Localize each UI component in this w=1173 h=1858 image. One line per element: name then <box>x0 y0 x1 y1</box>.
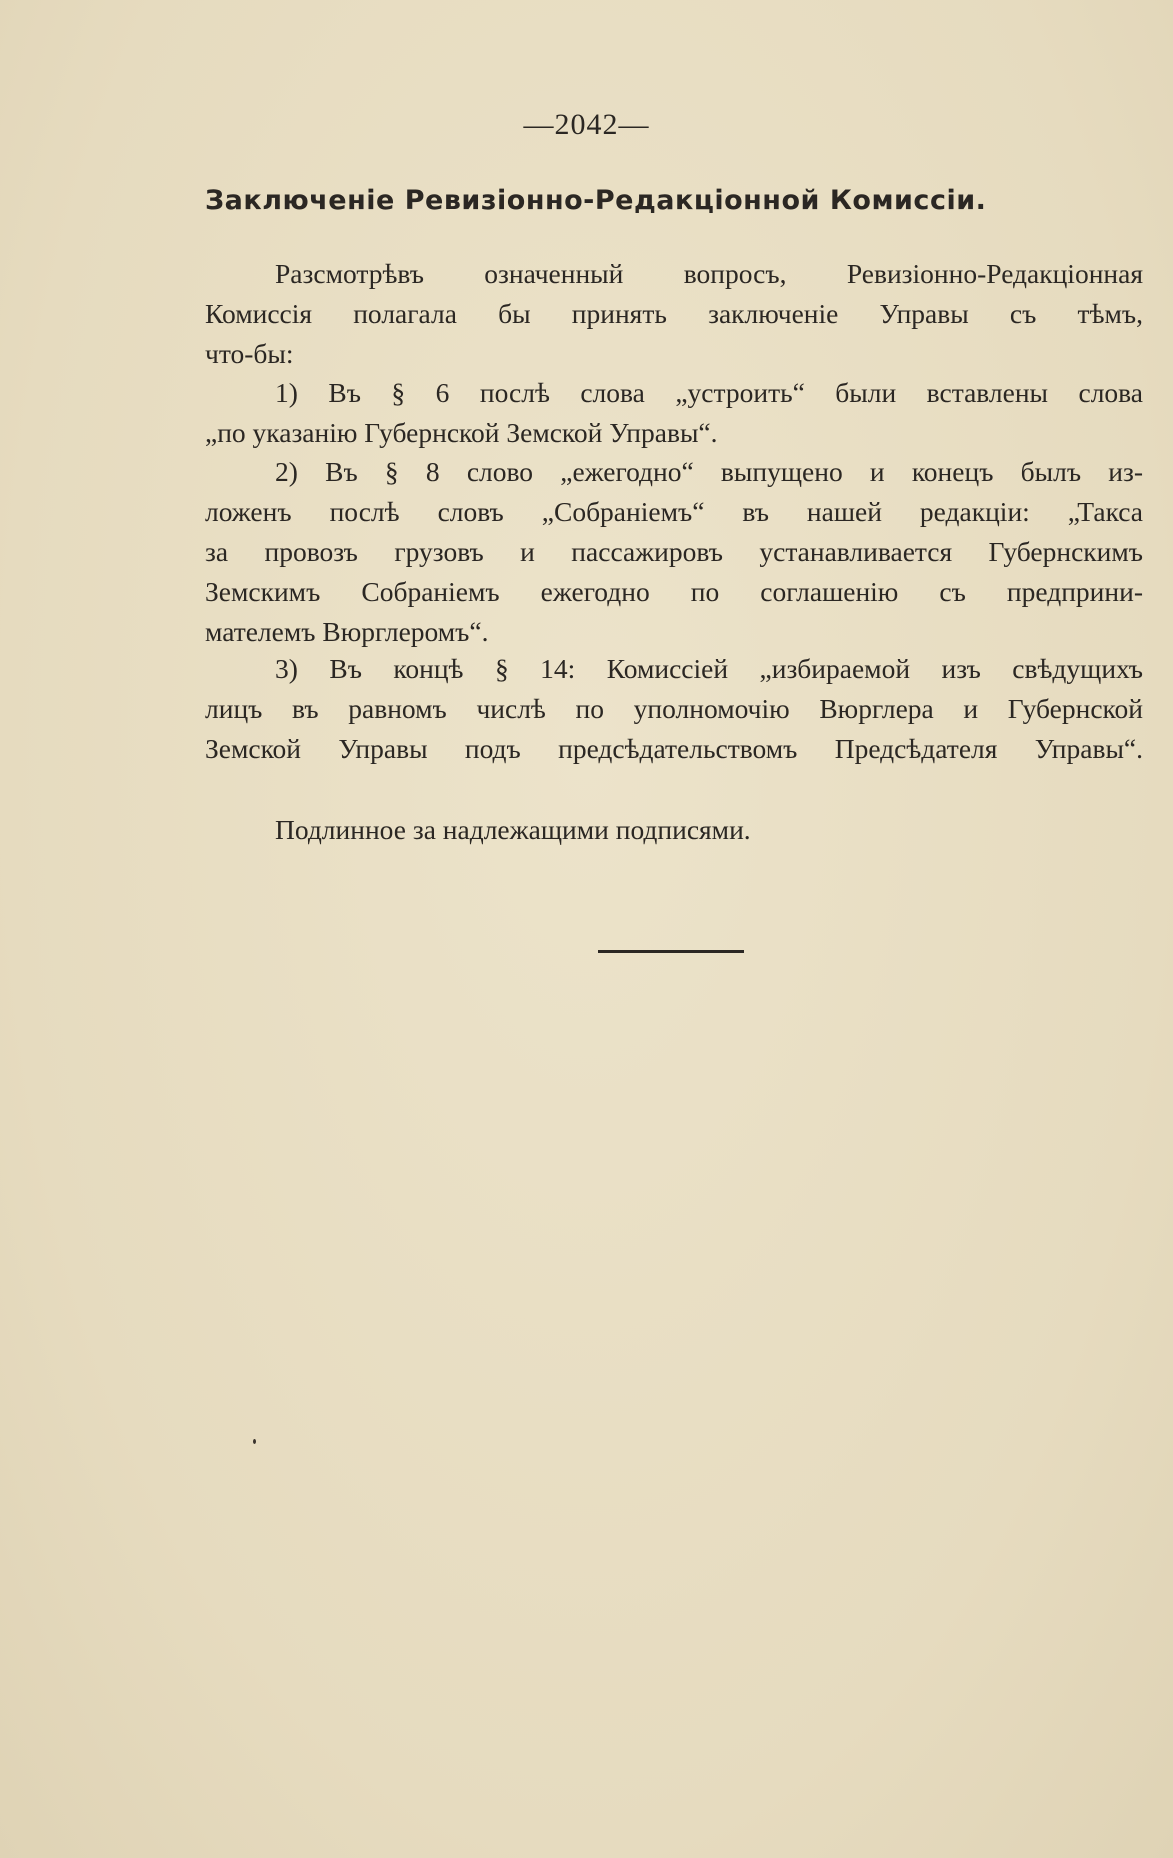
text-line: Комиссія полагала бы принять заключеніе Управы съ тѣмъ, <box>205 298 1143 329</box>
text-line: Разсмотрѣвъ означенный вопросъ, Ревизіонно-Редакціонная <box>275 258 1143 289</box>
page-number: —2042— <box>523 108 650 141</box>
text-line: Земскимъ Собраніемъ ежегодно по соглашенію съ предприни- <box>205 576 1143 607</box>
paragraph-item-3 <box>205 649 1143 769</box>
text-line: Земской Управы подъ предсѣдательствомъ Предсѣдателя Управы“. <box>205 733 1143 764</box>
text-line: 3) Въ концѣ § 14: Комиссіей „избираемой изъ свѣдущихъ <box>275 653 1143 684</box>
text-line: ложенъ послѣ словъ „Собраніемъ“ въ нашей редакціи: „Такса <box>205 496 1143 527</box>
paragraph-item-1 <box>205 373 1143 453</box>
text-line: мателемъ Вюрглеромъ“. <box>205 616 489 647</box>
closing-line: Подлинное за надлежащими подписями. <box>275 814 751 845</box>
text-line: лицъ въ равномъ числѣ по уполномочію Вюрглера и Губернской <box>205 693 1143 724</box>
text-line: 2) Въ § 8 слово „ежегодно“ выпущено и конецъ былъ из- <box>275 456 1143 487</box>
paragraph-intro <box>205 254 1143 374</box>
ink-speck <box>253 1439 256 1444</box>
text-line: „по указанію Губернской Земской Управы“. <box>205 417 718 448</box>
section-divider <box>598 950 744 953</box>
text-line: что-бы: <box>205 338 294 369</box>
section-heading: Заключеніе Ревизіонно-Редакціонной Комиссіи. <box>205 185 987 216</box>
paragraph-item-2 <box>205 452 1143 652</box>
text-line: 1) Въ § 6 послѣ слова „устроить“ были вставлены слова <box>275 377 1143 408</box>
text-line: за провозъ грузовъ и пассажировъ устанавливается Губернскимъ <box>205 536 1143 567</box>
